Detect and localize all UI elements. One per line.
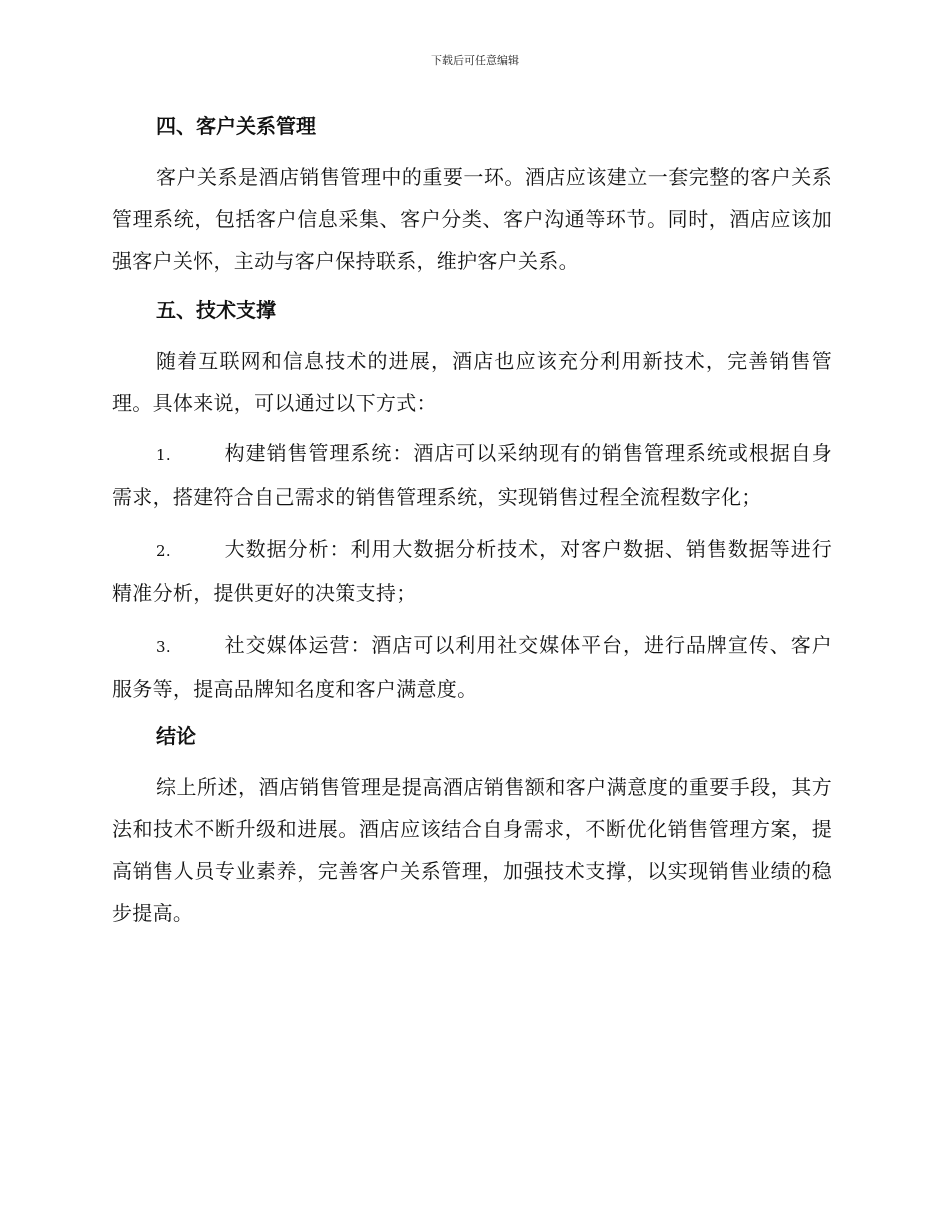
- document-body: [112, 110, 832, 942]
- section-heading-tech-support: 五、技术支撑: [156, 298, 276, 322]
- list-item-text: 构建销售管理系统：酒店可以采纳现有的销售管理系统或根据自身需求，搭建符合自己需求的销售管理系统，实现销售过程全流程数字化；: [112, 441, 832, 509]
- list-item-number: 1.: [156, 446, 171, 464]
- section-heading-conclusion: 结论: [156, 724, 196, 748]
- list-item: [112, 432, 832, 518]
- list-item-number: 2.: [156, 542, 171, 560]
- list-item: [112, 528, 832, 614]
- paragraph-conclusion: 综上所述，酒店销售管理是提高酒店销售额和客户满意度的重要手段，其方法和技术不断升级和进展。酒店应该结合自身需求，不断优化销售管理方案，提高销售人员专业素养，完善客户关系管理，加强技术支撑，以实现销售业绩的稳步提高。: [112, 775, 832, 925]
- list-item: [112, 624, 832, 710]
- list-item-text: 大数据分析：利用大数据分析技术，对客户数据、销售数据等进行精准分析，提供更好的决策支持；: [112, 537, 832, 605]
- section-heading-customer-relations: 四、客户关系管理: [156, 114, 316, 138]
- list-item-text: 社交媒体运营：酒店可以利用社交媒体平台，进行品牌宣传、客户服务等，提高品牌知名度和客户满意度。: [112, 633, 832, 701]
- header-note: 下载后可任意编辑: [431, 54, 519, 67]
- list-item-number: 3.: [156, 638, 171, 656]
- paragraph-customer-relations: 客户关系是酒店销售管理中的重要一环。酒店应该建立一套完整的客户关系管理系统，包括客户信息采集、客户分类、客户沟通等环节。同时，酒店应该加强客户关怀，主动与客户保持联系，维护客户关系。: [112, 165, 832, 273]
- paragraph-tech-intro: 随着互联网和信息技术的进展，酒店也应该充分利用新技术，完善销售管理。具体来说，可以通过以下方式：: [112, 349, 832, 415]
